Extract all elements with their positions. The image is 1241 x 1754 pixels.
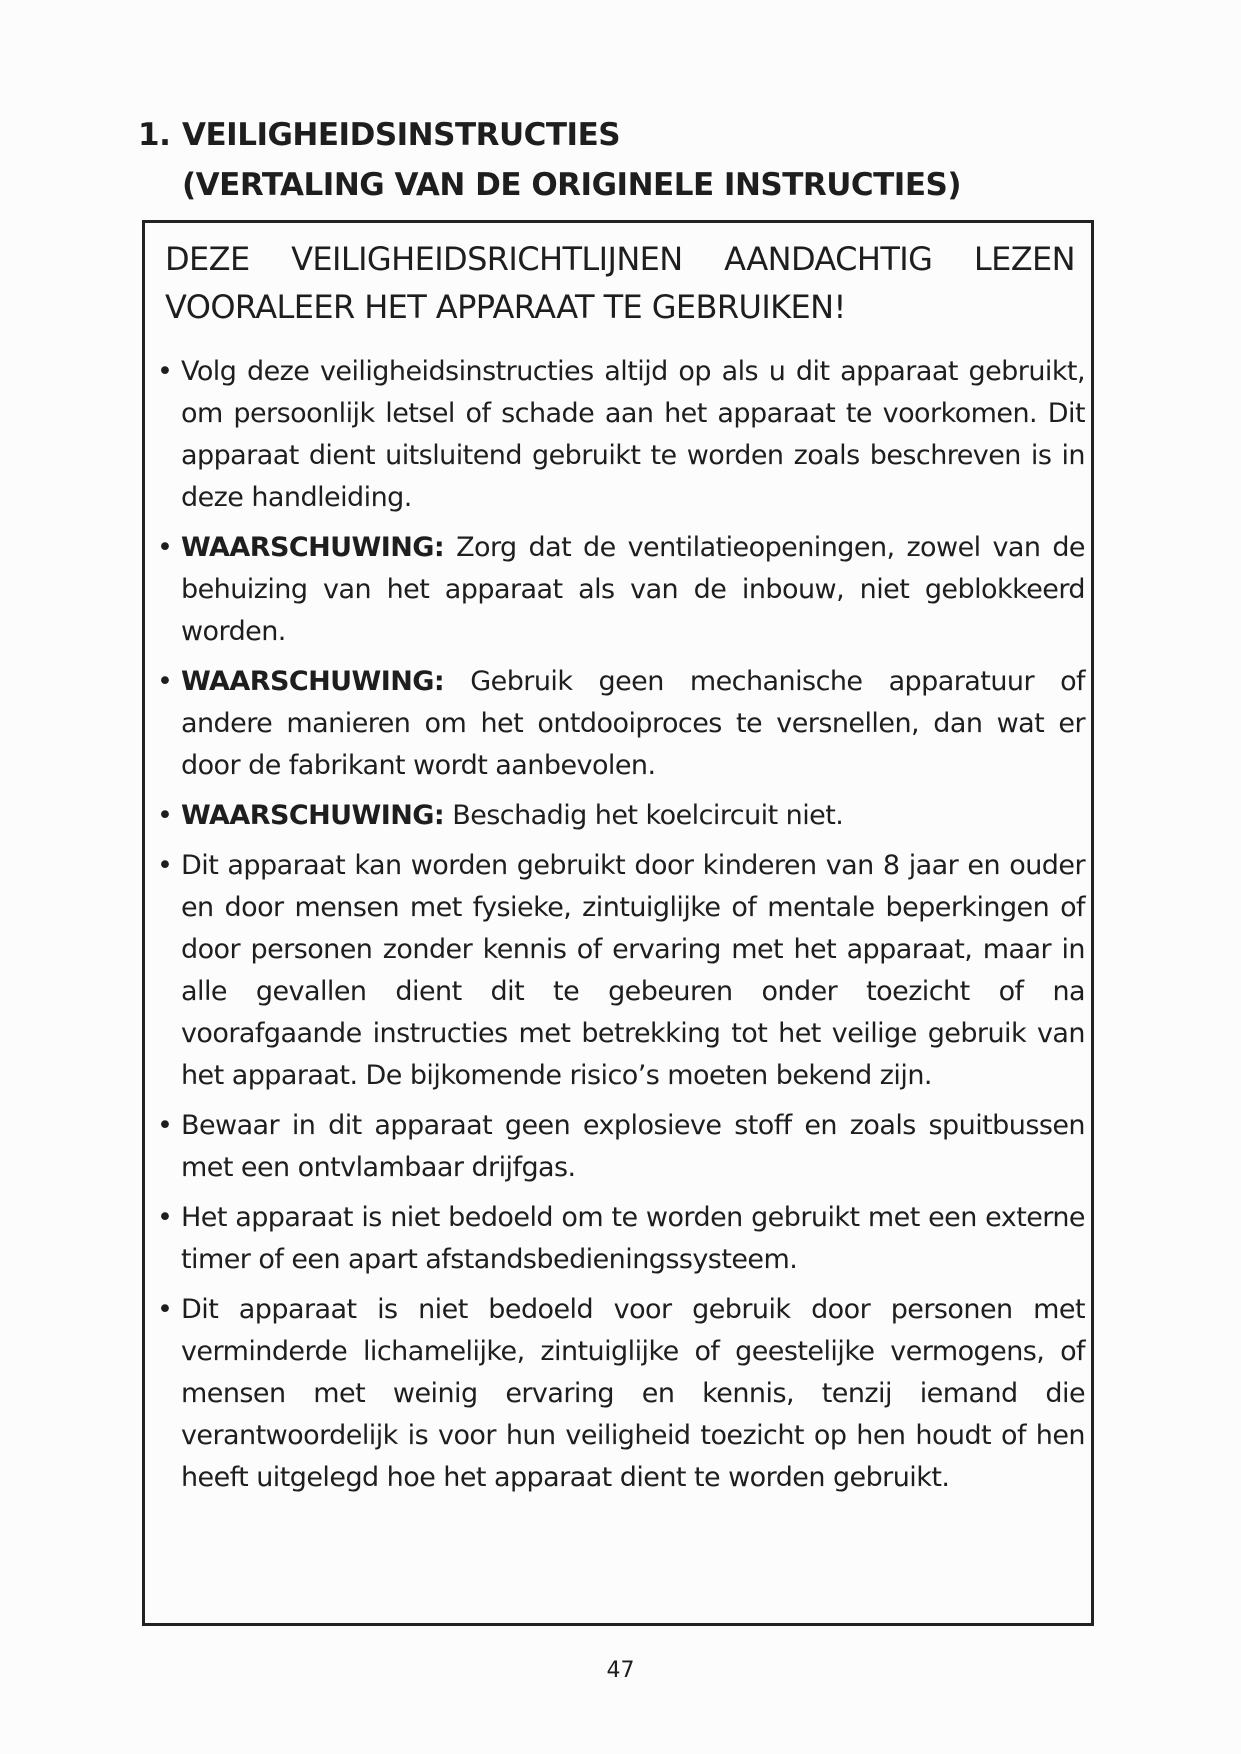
page-number: 47: [606, 1658, 635, 1683]
box-heading: DEZE VEILIGHEIDSRICHTLIJNEN AANDACHTIG LEZEN VOORALEER HET APPARAAT TE GEBRUIKEN!: [165, 240, 1075, 326]
list-item: [157, 1105, 1085, 1189]
list-item: [157, 1289, 1085, 1499]
bullet-icon: •: [157, 666, 173, 697]
item-text: Dit apparaat is niet bedoeld voor gebruik door personen met verminderde lichamelijke, zintuiglijke of geestelijke vermogens, of mensen met weinig ervaring en kennis, tenzij iemand die verantwoordelijk is voor hun veiligheid toezicht op hen houdt of hen heeft uitgelegd hoe het apparaat dient te worden gebruikt.: [181, 1294, 1085, 1493]
section-title-line2: (VERTALING VAN DE ORIGINELE INSTRUCTIES): [182, 167, 962, 203]
item-text: Beschadig het koelcircuit niet.: [452, 800, 844, 831]
item-text: Volg deze veiligheidsinstructies altijd op als u dit apparaat gebruikt, om persoonlijk letsel of schade aan het apparaat te voorkomen. Dit apparaat dient uitsluitend gebruikt te worden zoals beschreven is in deze handleiding.: [181, 356, 1085, 513]
list-item: [157, 661, 1085, 787]
list-item: [157, 1197, 1085, 1281]
bullet-icon: •: [157, 1294, 173, 1325]
section-number: 1.: [138, 117, 171, 153]
list-item: [157, 527, 1085, 653]
item-text: Gebruik geen mechanische apparatuur of andere manieren om het ontdooiproces te versnellen, dan wat er door de fabrikant wordt aanbevolen.: [181, 666, 1085, 781]
list-item: [157, 845, 1085, 1097]
bullet-icon: •: [157, 800, 173, 831]
bullet-icon: •: [157, 356, 173, 387]
warning-label: WAARSCHUWING:: [181, 800, 445, 831]
list-item: [157, 795, 1085, 837]
instruction-list: [157, 351, 1085, 1507]
bullet-icon: •: [157, 532, 173, 563]
list-item: [157, 351, 1085, 519]
item-text: Bewaar in dit apparaat geen explosieve stoff en zoals spuitbussen met een ontvlambaar drijfgas.: [181, 1110, 1085, 1183]
warning-label: WAARSCHUWING:: [181, 532, 445, 563]
bullet-icon: •: [157, 850, 173, 881]
bullet-icon: •: [157, 1202, 173, 1233]
safety-instructions-box: [142, 220, 1094, 1626]
item-text: Dit apparaat kan worden gebruikt door kinderen van 8 jaar en ouder en door mensen met fysieke, zintuiglijke of mentale beperkingen of door personen zonder kennis of ervaring met het apparaat, maar in alle gevallen dient dit te gebeuren onder toezicht of na voorafgaande instructies met betrekking tot het veilige gebruik van het apparaat. De bijkomende risico’s moeten bekend zijn.: [181, 850, 1085, 1091]
item-text: Zorg dat de ventilatieopeningen, zowel van de behuizing van het apparaat als van de inbouw, niet geblokkeerd worden.: [181, 532, 1085, 647]
item-text: Het apparaat is niet bedoeld om te worden gebruikt met een externe timer of een apart afstandsbedieningssysteem.: [181, 1202, 1085, 1275]
section-title-line1: VEILIGHEIDSINSTRUCTIES: [182, 117, 621, 153]
warning-label: WAARSCHUWING:: [181, 666, 445, 697]
section-title: [138, 110, 961, 210]
bullet-icon: •: [157, 1110, 173, 1141]
